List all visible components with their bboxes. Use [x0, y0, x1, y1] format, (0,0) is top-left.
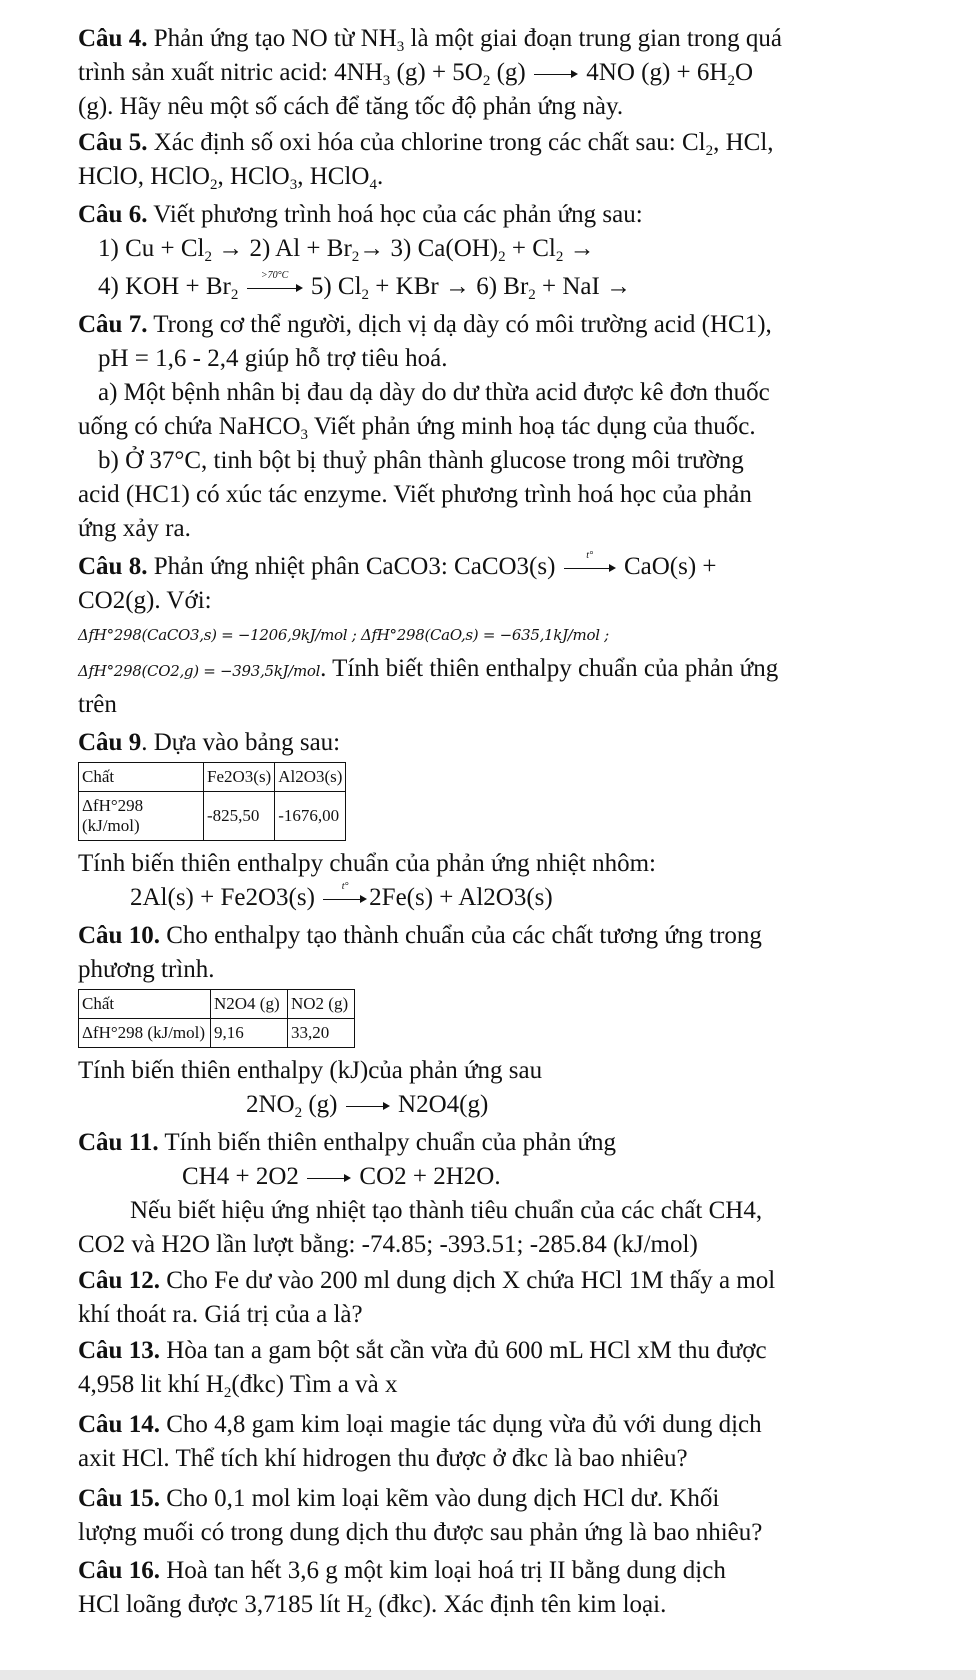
- q4-equation-line: [78, 56, 916, 90]
- q4-text: 4NO (g) + 6H: [586, 59, 728, 86]
- subscript: 4: [369, 177, 377, 193]
- q15-label: Câu 15.: [78, 1485, 160, 1512]
- q6-text: → 3) Ca(OH): [359, 235, 499, 262]
- q6-text: + NaI →: [535, 273, 632, 300]
- table-header: N2O4 (g): [211, 990, 288, 1019]
- q5-line2: [78, 160, 916, 194]
- q7-label: Câu 7.: [78, 311, 148, 338]
- q5-text: , HCl,: [713, 129, 774, 156]
- subscript: 2: [351, 249, 360, 265]
- q7-b-line2: acid (HC1) có xúc tác enzyme. Viết phương trình hoá học của phản: [78, 481, 752, 508]
- question-11: [78, 1126, 916, 1160]
- q16-line2: [78, 1588, 916, 1622]
- question-8: [78, 550, 916, 584]
- q7-a-line2: [78, 410, 916, 444]
- table-row: [79, 990, 355, 1019]
- table-header: Fe2O3(s): [204, 763, 275, 792]
- question-16: [78, 1554, 916, 1588]
- arrow-condition: t°: [586, 550, 594, 562]
- q4-text: O: [734, 59, 753, 86]
- q7-line2: pH = 1,6 - 2,4 giúp hỗ trợ tiêu hoá.: [98, 345, 448, 372]
- q9-label: Câu 9: [78, 729, 142, 756]
- q6-label: Câu 6.: [78, 201, 148, 228]
- q9-text: . Dựa vào bảng sau:: [141, 729, 341, 756]
- q13-line2: [78, 1368, 916, 1402]
- question-15: [78, 1482, 916, 1516]
- q11-line3: CO2 và H2O lần lượt bằng: -74.85; -393.51; -285.84 (kJ/mol): [78, 1231, 698, 1258]
- q6-reactions-2: [78, 270, 916, 304]
- subscript: 3: [382, 73, 391, 89]
- question-4: [78, 22, 916, 56]
- q14-line2: axit HCl. Thể tích khí hidrogen thu được ở đkc là bao nhiêu?: [78, 1445, 688, 1472]
- question-14: [78, 1408, 916, 1442]
- q7-text: uống có chứa NaHCO: [78, 413, 301, 440]
- q11-label: Câu 11.: [78, 1129, 159, 1156]
- question-5: [78, 126, 916, 160]
- q13-label: Câu 13.: [78, 1337, 160, 1364]
- q10-text: 2NO: [246, 1091, 295, 1118]
- subscript: 2: [209, 177, 218, 193]
- q11-text: Tính biến thiên enthalpy chuẩn của phản ứng: [158, 1129, 617, 1156]
- q6-text: + Cl: [505, 235, 556, 262]
- q6-text: Viết phương trình hoá học của các phản ứng sau:: [147, 201, 643, 228]
- q16-text: (đkc). Xác định tên kim loại.: [371, 1591, 667, 1618]
- q12-text: Cho Fe dư vào 200 ml dung dịch X chứa HCl 1M thấy a mol: [159, 1267, 776, 1294]
- q9-text: 2Fe(s) + Al2O3(s): [369, 884, 553, 911]
- table-row: [79, 792, 346, 841]
- q10-text: Cho enthalpy tạo thành chuẩn của các chất tương ứng trong: [159, 922, 762, 949]
- reaction-arrow-icon: [344, 1101, 392, 1111]
- subscript: 3: [289, 177, 298, 193]
- arrow-condition: t°: [341, 881, 349, 893]
- subscript: 2: [498, 249, 506, 265]
- q8-formula-2: ΔfH°298(CO2,g) = −393,5kJ/mol: [78, 662, 321, 680]
- q16-text: HCl loãng được 3,7185 lít H: [78, 1591, 365, 1618]
- q4-text: (g) + 5O: [390, 59, 483, 86]
- q11-equation: [78, 1160, 916, 1194]
- q8-line2: CO2(g). Với:: [78, 587, 212, 614]
- subscript: 3: [396, 39, 405, 55]
- q5-label: Câu 5.: [78, 129, 148, 156]
- table-cell: -825,50: [204, 792, 275, 841]
- q11-text: CH4 + 2O2: [182, 1163, 299, 1190]
- q7-b-line1: b) Ở 37°C, tinh bột bị thuỷ phân thành glucose trong môi trường: [98, 447, 744, 474]
- subscript: 2: [230, 287, 239, 303]
- q9-line2: Tính biến thiên enthalpy chuẩn của phản ứng nhiệt nhôm:: [78, 850, 656, 877]
- q6-reactions-1: [78, 232, 916, 266]
- q7-text: Viết phản ứng minh hoạ tác dụng của thuốc.: [308, 413, 756, 440]
- question-7: [78, 308, 916, 342]
- q13-text: Hòa tan a gam bột sắt cần vừa đủ 600 mL HCl xM thu được: [159, 1337, 767, 1364]
- q6-text: + KBr → 6) Br: [369, 273, 529, 300]
- q8-text: . Tính biết thiên enthalpy chuẩn của phản ứng: [320, 655, 779, 682]
- subscript: 2: [727, 73, 735, 89]
- subscript: 2: [294, 1105, 303, 1121]
- subscript: 2: [528, 287, 536, 303]
- q8-text: CaO(s) +: [623, 553, 717, 580]
- question-10: [78, 919, 916, 953]
- question-13: [78, 1334, 916, 1368]
- q7-b-line3: ứng xảy ra.: [78, 515, 191, 542]
- q10-label: Câu 10.: [78, 922, 160, 949]
- q12-label: Câu 12.: [78, 1267, 160, 1294]
- q14-label: Câu 14.: [78, 1411, 160, 1438]
- q10-equation: [78, 1088, 916, 1122]
- q5-text: , HClO: [217, 163, 290, 190]
- reaction-arrow-icon: [305, 1173, 353, 1183]
- subscript: 2: [204, 249, 212, 265]
- q8-formula-1: ΔfH°298(CaCO3,s) = −1206,9kJ/mol ; ΔfH°298(CaO,s) = −635,1kJ/mol ;: [78, 626, 609, 644]
- q5-text: , HClO: [297, 163, 370, 190]
- q9-text: 2Al(s) + Fe2O3(s): [130, 884, 315, 911]
- table-row-label: ΔfH°298 (kJ/mol): [79, 792, 204, 841]
- q11-line2: Nếu biết hiệu ứng nhiệt tạo thành tiêu chuẩn của các chất CH4,: [130, 1197, 763, 1224]
- table-header: Chất: [79, 763, 204, 792]
- q8-line4: trên: [78, 691, 117, 718]
- q12-line2: khí thoát ra. Giá trị của a là?: [78, 1301, 363, 1328]
- subscript: 2: [555, 249, 564, 265]
- table-header: Al2O3(s): [275, 763, 346, 792]
- table-header: NO2 (g): [288, 990, 355, 1019]
- q6-text: → 2) Al + Br: [211, 235, 352, 262]
- table-cell: 9,16: [211, 1019, 288, 1048]
- q5-text: .: [376, 163, 384, 190]
- q6-text: 1) Cu + Cl: [98, 235, 205, 262]
- q5-text: Xác định số oxi hóa của chlorine trong các chất sau: Cl: [147, 129, 706, 156]
- q10-table: [78, 989, 355, 1048]
- q14-text: Cho 4,8 gam kim loại magie tác dụng vừa đủ với dung dịch: [159, 1411, 762, 1438]
- subscript: 2: [482, 73, 491, 89]
- arrow-condition: >70°C: [260, 270, 289, 282]
- q7-text: Trong cơ thể người, dịch vị dạ dày có môi trường acid (HC1),: [147, 311, 772, 338]
- q10-text: (g): [302, 1091, 338, 1118]
- table-header: Chất: [79, 990, 211, 1019]
- q13-text: 4,958 lit khí H: [78, 1371, 224, 1398]
- q4-text: trình sản xuất nitric acid: 4NH: [78, 59, 383, 86]
- q4-text: Phản ứng tạo NO từ NH: [147, 25, 397, 52]
- table-row: [79, 763, 346, 792]
- q7-a-line1: a) Một bệnh nhân bị đau dạ dày do dư thừa acid được kê đơn thuốc: [98, 379, 770, 406]
- q4-line3: (g). Hãy nêu một số cách để tăng tốc độ phản ứng này.: [78, 93, 624, 120]
- subscript: 2: [705, 143, 714, 159]
- subscript: 3: [300, 427, 309, 443]
- q4-text: là một giai đoạn trung gian trong quá: [404, 25, 782, 52]
- page-bottom-edge: [0, 1670, 976, 1680]
- q13-text: (đkc) Tìm a và x: [231, 1371, 398, 1398]
- table-row-label: ΔfH°298 (kJ/mol): [79, 1019, 211, 1048]
- reaction-arrow-icon: [245, 270, 305, 293]
- q6-text: →: [563, 235, 595, 262]
- table-cell: 33,20: [288, 1019, 355, 1048]
- question-12: [78, 1264, 916, 1298]
- q10-line3: Tính biến thiên enthalpy (kJ)của phản ứng sau: [78, 1057, 543, 1084]
- reaction-arrow-icon: [562, 550, 618, 573]
- question-9: [78, 726, 916, 760]
- reaction-arrow-icon: [321, 881, 369, 904]
- subscript: 2: [361, 287, 370, 303]
- table-cell: -1676,00: [275, 792, 346, 841]
- question-6: [78, 198, 916, 232]
- q9-equation: [78, 881, 916, 915]
- q4-text: (g): [490, 59, 526, 86]
- q10-text: N2O4(g): [398, 1091, 489, 1118]
- q15-text: Cho 0,1 mol kim loại kẽm vào dung dịch HCl dư. Khối: [159, 1485, 720, 1512]
- q6-text: 4) KOH + Br: [98, 273, 231, 300]
- table-row: [79, 1019, 355, 1048]
- q6-text: 5) Cl: [304, 273, 362, 300]
- q8-label: Câu 8.: [78, 553, 148, 580]
- q8-text: Phản ứng nhiệt phân CaCO3: CaCO3(s): [147, 553, 556, 580]
- q8-line3: [78, 652, 916, 688]
- q16-label: Câu 16.: [78, 1557, 160, 1584]
- subscript: 2: [364, 1605, 372, 1621]
- q10-line2: phương trình.: [78, 956, 215, 983]
- q16-text: Hoà tan hết 3,6 g một kim loại hoá trị II bằng dung dịch: [159, 1557, 726, 1584]
- q15-line2: lượng muối có trong dung dịch thu được sau phản ứng là bao nhiêu?: [78, 1519, 763, 1546]
- q5-text: HClO, HClO: [78, 163, 210, 190]
- q4-label: Câu 4.: [78, 25, 148, 52]
- q11-text: CO2 + 2H2O.: [359, 1163, 501, 1190]
- q9-table: [78, 762, 346, 841]
- subscript: 2: [223, 1385, 232, 1401]
- reaction-arrow-icon: [532, 69, 580, 79]
